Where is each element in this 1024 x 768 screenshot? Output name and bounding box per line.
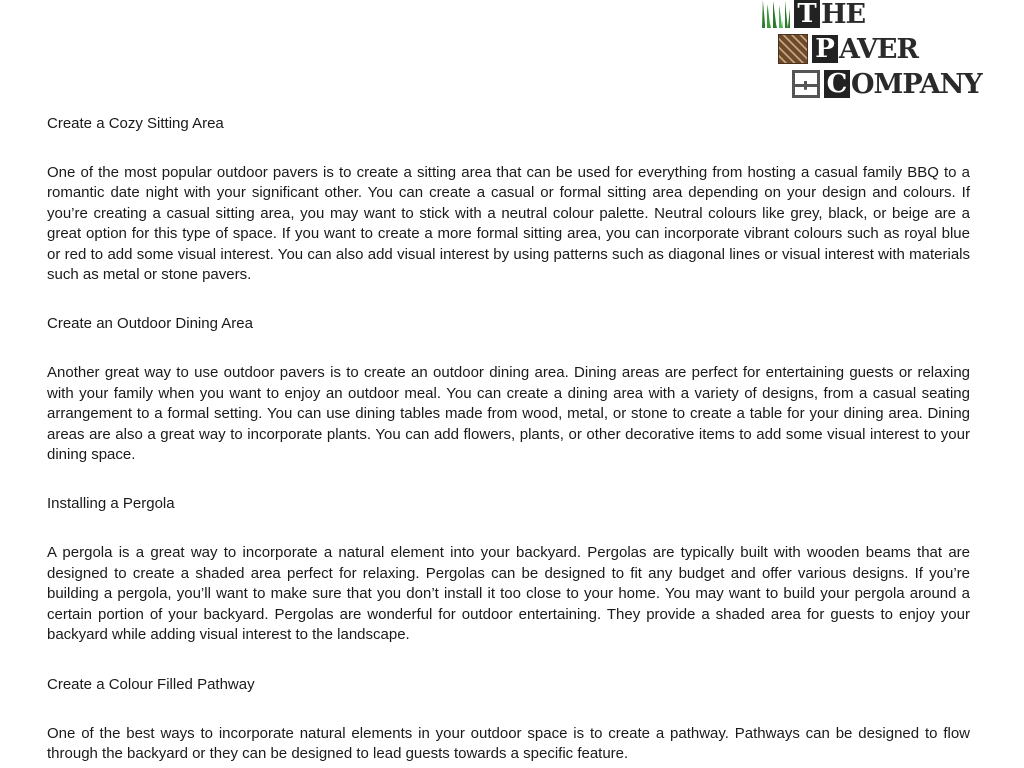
paver-tile-icon — [778, 34, 808, 64]
logo-word-company: OMPANY — [851, 68, 982, 100]
section-sitting-area — [47, 114, 970, 285]
logo-letter-c: C — [824, 70, 850, 98]
logo-line-the — [762, 0, 865, 28]
section-pathway — [47, 675, 970, 765]
section-body: Another great way to use outdoor pavers is to create an outdoor dining area. Dining areas are perfect for entertaining guests or relaxing with your family when you want to enjoy an outdoor meal. You can create a dining area with a variety of designs, from a casual seating arrangement to a formal setting. You can use dining tables made from wood, metal, or stone to create a table for your dining area. Dining areas are also a great way to incorporate plants. You can add flowers, plants, or other decorative items to add some visual interest to your dining space. — [47, 364, 970, 464]
logo-line-paver — [778, 35, 918, 63]
logo-letter-p: P — [812, 35, 838, 63]
section-body: A pergola is a great way to incorporate a natural element into your backyard. Pergolas are typically built with wooden beams that are designed to create a shaded area perfect for relaxing. Pergolas can be designed to fit any budget and offer various designs. If you’re building a pergola, you’ll want to make sure that you don’t install it too close to your home. You may want to build your pergola around a certain portion of your backyard. Pergolas are wonderful for outdoor entertaining. They provide a shaded area for guests to enjoy your backyard while adding visual interest to the landscape. — [47, 544, 970, 644]
brick-wall-icon — [792, 70, 820, 98]
section-body: One of the best ways to incorporate natural elements in your outdoor space is to create a pathway. Pathways can be designed to flow through the backyard or they can be designed to lead guests towards a specific feature. — [47, 724, 970, 762]
section-heading: Create a Cozy Sitting Area — [47, 115, 224, 132]
section-heading: Create an Outdoor Dining Area — [47, 315, 253, 333]
section-dining-area — [47, 314, 970, 465]
logo-letter-t: T — [794, 0, 820, 28]
logo-word-the: HE — [821, 0, 866, 30]
company-logo — [762, 0, 1002, 102]
section-heading: Installing a Pergola — [47, 495, 175, 513]
article-content — [47, 114, 970, 764]
section-pergola — [47, 494, 970, 645]
logo-word-paver: AVER — [839, 33, 918, 65]
section-heading: Create a Colour Filled Pathway — [47, 675, 255, 693]
logo-line-company — [792, 70, 982, 98]
grass-icon — [762, 0, 790, 28]
section-body: One of the most popular outdoor pavers is to create a sitting area that can be used for everything from hosting a casual family BBQ to a romantic date night with your significant other. You can create a casual or formal sitting area depending on your design and colours. If you’re creating a casual sitting area, you may want to stick with a neutral colour palette. Neutral colours like grey, black, or beige are a great option for this type of space. If you want to create a more formal sitting area, you can incorporate vibrant colours such as royal blue or red to add some visual interest. You can also add visual interest by using patterns such as diagonal lines or visual interest with materials such as metal or stone pavers. — [47, 164, 970, 284]
